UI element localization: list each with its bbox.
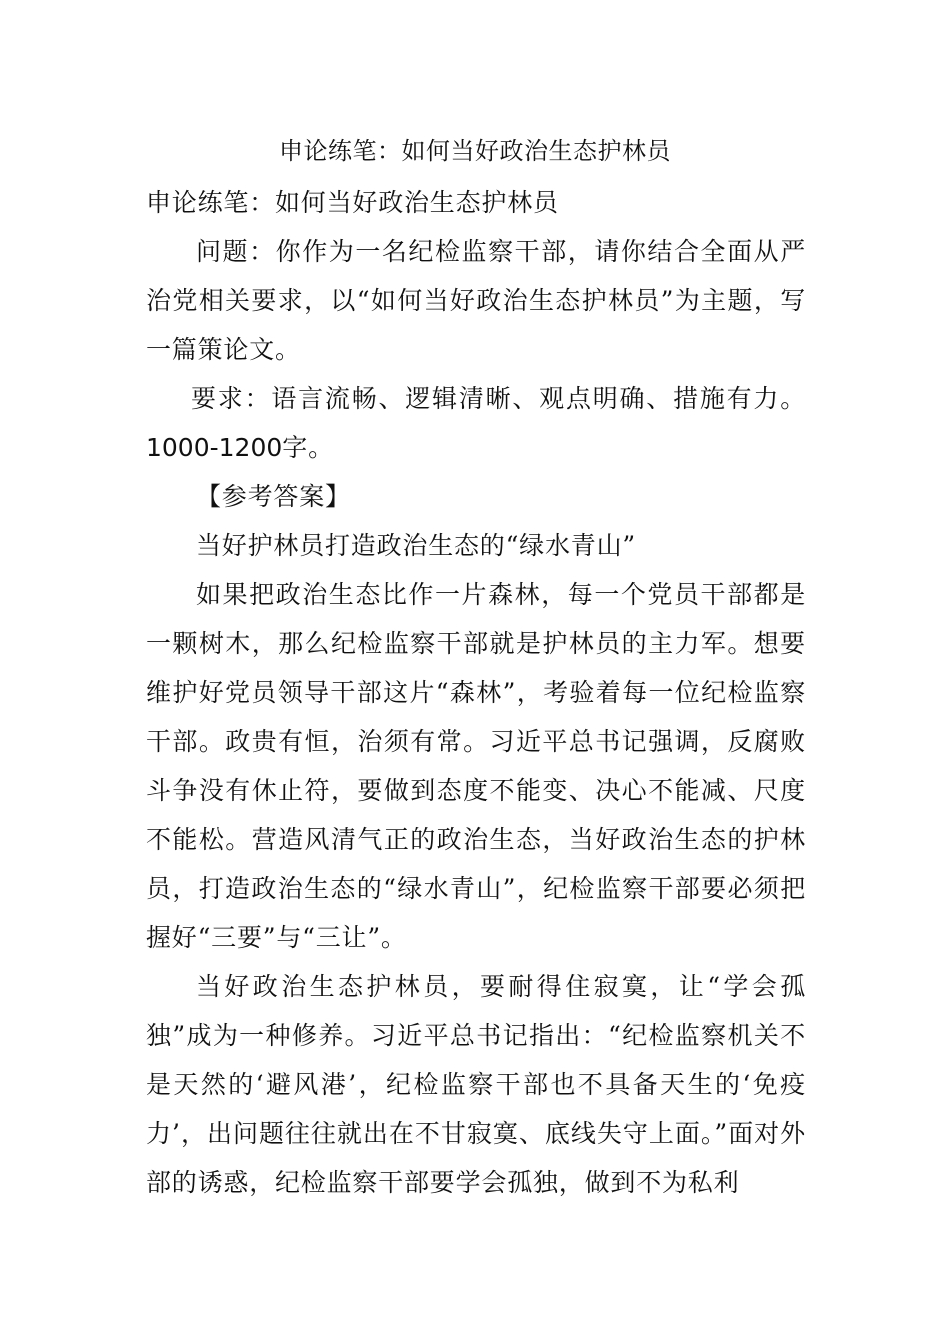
essay-paragraph-2: 当好政治生态护林员，要耐得住寂寞，让“学会孤独”成为一种修养。习近平总书记指出：“纪检监察机关不是天然的‘避风港’，纪检监察干部也不具备天生的‘免疫力’，出问题往往就出在不甘寂寞、底线失守上面。”面对外部的诱惑，纪检监察干部要学会孤独，做到不为私利	[146, 972, 806, 1197]
requirement-count: 1000-1200	[146, 433, 283, 462]
requirement-paragraph	[146, 374, 806, 472]
requirement-text: 要求：语言流畅、逻辑清晰、观点明确、措施有力。	[191, 384, 806, 413]
essay-title: 当好护林员打造政治生态的“绿水青山”	[196, 531, 636, 560]
document-body	[146, 178, 806, 1207]
question-paragraph: 问题：你作为一名纪检监察干部，请你结合全面从严治党相关要求，以“如何当好政治生态护林员”为主题，写一篇策论文。	[146, 237, 806, 364]
document-title: 申论练笔：如何当好政治生态护林员	[279, 137, 671, 165]
essay-paragraph-1: 如果把政治生态比作一片森林，每一个党员干部都是一颗树木，那么纪检监察干部就是护林员的主力军。想要维护好党员领导干部这片“森林”，考验着每一位纪检监察干部。政贵有恒，治须有常。习近平总书记强调，反腐败斗争没有休止符，要做到态度不能变、决心不能减、尺度不能松。营造风清气正的政治生态，当好政治生态的护林员，打造政治生态的“绿水青山”，纪检监察干部要必须把握好“三要”与“三让”。	[146, 580, 806, 952]
requirement-unit: 字。	[282, 433, 334, 462]
document-heading: 申论练笔：如何当好政治生态护林员	[146, 188, 559, 217]
reference-answer-label: 【参考答案】	[196, 482, 351, 511]
